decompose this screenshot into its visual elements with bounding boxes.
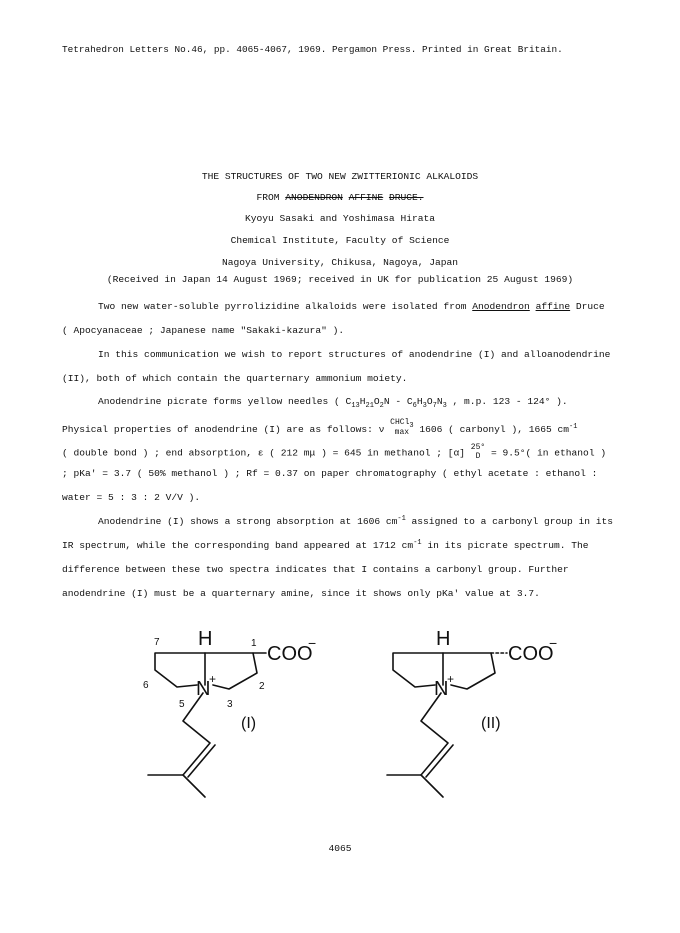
- body-line: water = 5 : 3 : 2 V/V ).: [62, 492, 201, 503]
- atom-h: H: [198, 628, 213, 650]
- text: Anodendrine (I) shows a strong absorption at 1606 cm: [98, 516, 398, 527]
- page-number: 4065: [328, 843, 352, 854]
- formula-sub: 2: [379, 402, 384, 410]
- formula-sub: 3: [422, 402, 427, 410]
- article-title-line2: [0, 192, 680, 204]
- genus-name: Anodendron: [472, 301, 530, 312]
- text: Two new water-soluble pyrrolizidine alkaloids were isolated from: [98, 301, 467, 312]
- body-line: In this communication we wish to report structures of anodendrine (I) and alloanodendrine: [98, 349, 611, 360]
- text: IR spectrum, while the corresponding band appeared at 1712 cm: [62, 540, 414, 551]
- text: in its picrate spectrum. The: [421, 540, 589, 551]
- text: 1606 ( carbonyl ), 1665 cm: [413, 424, 570, 436]
- carboxylate-charge: −: [549, 635, 558, 651]
- atom-n: N: [196, 678, 211, 700]
- formula-sub: 21: [365, 402, 374, 410]
- side-chain: [421, 693, 448, 775]
- text: = 9.5°( in ethanol ): [485, 447, 607, 459]
- carboxylate-charge: −: [308, 635, 317, 651]
- text: N - C: [383, 396, 413, 407]
- formula-sub: 13: [351, 402, 360, 410]
- text: CHCl: [390, 418, 410, 427]
- atom-h: H: [436, 628, 451, 650]
- text: , m.p. 123 - 124° ).: [446, 396, 568, 407]
- text: ( double bond ) ; end absorption, ε ( 212 mμ ) = 645 in methanol ; [α]: [62, 447, 466, 459]
- structure-II-diagram: [375, 615, 575, 805]
- formula-sub: 3: [442, 402, 447, 410]
- text: Anodendrine picrate forms yellow needles ( C: [98, 396, 352, 407]
- journal-header: Tetrahedron Letters No.46, pp. 4065-4067, 1969. Pergamon Press. Printed in Great Britain.: [62, 44, 563, 55]
- species-name: affine: [535, 301, 571, 312]
- atom-number: 5: [179, 699, 185, 710]
- body-line: ( Apocyanaceae ; Japanese name "Sakaki-kazura" ).: [62, 325, 345, 336]
- atom-number: 1: [251, 638, 257, 649]
- body-line: [62, 540, 589, 553]
- text: 25°: [470, 443, 486, 452]
- body-line: difference between these two spectra indicates that I contains a carbonyl group. Further: [62, 564, 569, 575]
- double-bond: [188, 745, 215, 777]
- body-line: [98, 516, 613, 529]
- text: Physical properties of anodendrine (I) are as follows: ν: [62, 424, 385, 436]
- text: H: [416, 396, 423, 407]
- text: max: [394, 428, 410, 437]
- body-line: ; pKa' = 3.7 ( 50% methanol ) ; Rf = 0.37 on paper chromatography ( ethyl acetate : ethanol :: [62, 468, 598, 479]
- compound-label: (I): [241, 715, 257, 732]
- formula-sub: 7: [432, 402, 437, 410]
- nu-max-stack: [390, 418, 413, 437]
- double-bond: [426, 745, 453, 777]
- text: -1: [397, 515, 406, 523]
- atom-n: N: [434, 678, 449, 700]
- title-suffix: DRUCE.: [388, 192, 424, 203]
- body-line: [98, 396, 568, 409]
- body-line: (II), both of which contain the quarternary ammonium moiety.: [62, 373, 408, 384]
- carboxylate-label: COO: [267, 643, 313, 665]
- n-charge: +: [447, 672, 455, 686]
- atom-number: 3: [227, 699, 233, 710]
- title-species: AFFINE: [348, 192, 384, 203]
- body-line: [62, 420, 577, 439]
- formula-sub: 6: [412, 402, 417, 410]
- affiliation-line2: Nagoya University, Chikusa, Nagoya, Japan: [221, 257, 459, 268]
- compound-label: (II): [481, 715, 501, 732]
- title-genus: ANODENDRON: [285, 192, 343, 203]
- body-line: anodendrine (I) must be a quarternary amine, since it shows only pKa' value at 3.7.: [62, 588, 540, 599]
- text: H: [359, 396, 366, 407]
- text: D: [475, 452, 481, 461]
- structure-I-diagram: [135, 615, 335, 805]
- atom-number: 7: [154, 637, 160, 648]
- methyl-bond: [421, 775, 443, 797]
- carboxylate-label: COO: [508, 643, 554, 665]
- text: -1: [413, 539, 422, 547]
- text: assigned to a carbonyl group in its: [405, 516, 614, 527]
- alpha-stack: [471, 443, 485, 461]
- title-prefix: FROM: [256, 192, 280, 203]
- received-dates: (Received in Japan 14 August 1969; received in UK for publication 25 August 1969): [106, 274, 574, 285]
- text: N: [436, 396, 443, 407]
- text: O: [373, 396, 380, 407]
- atom-number: 2: [259, 681, 265, 692]
- body-line: [62, 444, 606, 462]
- body-line: [98, 301, 605, 313]
- atom-number: 6: [143, 680, 149, 691]
- text: 3: [409, 422, 414, 430]
- text: O: [426, 396, 433, 407]
- methyl-bond: [183, 775, 205, 797]
- text: Druce: [575, 301, 605, 312]
- article-title-line1: THE STRUCTURES OF TWO NEW ZWITTERIONIC ALKALOIDS: [201, 171, 479, 182]
- authors: Kyoyu Sasaki and Yoshimasa Hirata: [245, 213, 435, 224]
- n-charge: +: [209, 672, 217, 686]
- affiliation-line1: Chemical Institute, Faculty of Science: [230, 235, 450, 246]
- side-chain: [183, 693, 210, 775]
- text: -1: [569, 423, 578, 432]
